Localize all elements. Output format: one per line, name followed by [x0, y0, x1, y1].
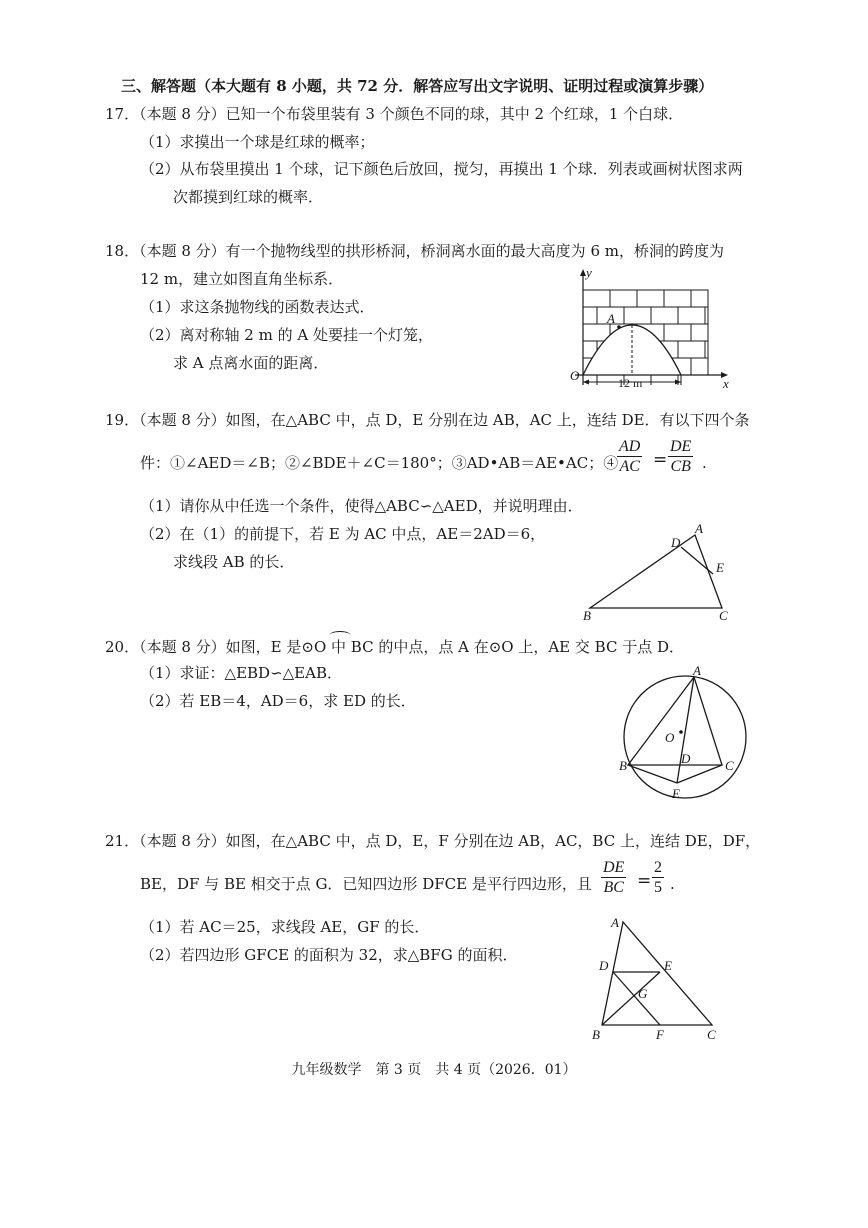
q21-stem-line2: BE，DF 与 BE 相交于点 G．已知四边形 DFCE 是平行四边形，且 [140, 875, 592, 893]
q18-stem-line2: 12 m，建立如图直角坐标系． [140, 270, 344, 288]
q19-equals: = [653, 450, 668, 470]
q19-label-d: D [671, 535, 681, 550]
x-axis-label: x [723, 376, 729, 391]
point-a-label: A [607, 311, 615, 326]
y-axis-label: y [586, 265, 592, 280]
q20-part2: （2）若 EB＝4，AD＝6，求 ED 的长． [140, 692, 416, 710]
q18-part2-line1: （2）离对称轴 2 m 的 A 处要挂一个灯笼， [140, 326, 433, 344]
q20-label-o: O [665, 730, 675, 745]
q19-label-b: B [583, 608, 591, 623]
q21-frac-right-num: 2 [654, 859, 662, 876]
q19-label-e: E [716, 560, 724, 575]
q17-part2-line1: （2）从布袋里摸出 1 个球，记下颜色后放回，搅匀，再摸出 1 个球．列表或画树状图求两 [140, 160, 743, 178]
q20-label-d: D [681, 751, 691, 766]
q19-label-c: C [719, 608, 728, 623]
section-title: 三、解答题（本大题有 8 小题，共 72 分．解答应写出文字说明、证明过程或演算步骤） [121, 77, 714, 95]
q20-stem: 20．（本题 8 分）如图，E 是⊙O 中 BC 的中点，点 A 在⊙O 上，AE 交 BC 于点 D． [105, 638, 684, 656]
q18-bridge-figure [565, 265, 740, 390]
q21-period: . [670, 875, 675, 893]
q19-frac-left-num: AD [619, 438, 641, 455]
q18-part1: （1）求这条抛物线的函数表达式． [140, 298, 375, 316]
q19-frac-right-num: DE [670, 438, 692, 455]
segment-de [681, 547, 713, 574]
q21-label-c: C [707, 1027, 716, 1042]
q21-label-d: D [599, 958, 609, 973]
q19-fraction-right [668, 437, 693, 476]
q20-label-c: C [725, 758, 734, 773]
q21-label-e: E [664, 958, 672, 973]
q19-triangle-figure [580, 520, 740, 625]
segment-df [613, 972, 660, 1025]
q18-part2-line2: 求 A 点离水面的距离． [173, 354, 329, 372]
q21-label-b: B [592, 1027, 600, 1042]
q19-period: . [702, 454, 707, 472]
q19-part2-line2: 求线段 AB 的长． [173, 553, 295, 571]
q21-label-a: A [611, 915, 619, 930]
q20-label-a: A [693, 663, 701, 678]
q21-frac-right-den: 5 [654, 879, 662, 896]
segment-ae [677, 677, 694, 783]
q21-label-g: G [638, 986, 648, 1001]
q21-frac-left-den: BC [603, 879, 624, 896]
q19-frac-right-den: CB [670, 458, 691, 475]
q21-triangle-figure [588, 912, 728, 1047]
q21-part1: （1）若 AC＝25，求线段 AE，GF 的长． [140, 918, 430, 936]
q18-stem-line1: 18．（本题 8 分）有一个抛物线型的拱形桥洞，桥洞离水面的最大高度为 6 m，桥洞的跨度为 [105, 242, 724, 260]
q19-part2-line1: （2）在（1）的前提下，若 E 为 AC 中点，AE＝2AD＝6， [140, 525, 546, 543]
q19-frac-left-den: AC [619, 458, 640, 475]
span-label: 12 m [618, 376, 643, 390]
q19-stem-line2: 件：①∠AED＝∠B；②∠BDE＋∠C＝180°；③AD•AB＝AE•AC；④ [140, 454, 619, 472]
q20-part1: （1）求证：△EBD∽△EAB． [140, 664, 342, 682]
q21-stem-line1: 21．（本题 8 分）如图，在△ABC 中，点 D，E，F 分别在边 AB，AC，BC 上，连结 DE，DF， [105, 832, 761, 850]
q20-label-e: E [672, 786, 680, 801]
q21-frac-left-num: DE [603, 859, 625, 876]
arc-symbol [329, 631, 351, 640]
q21-fraction-right [652, 858, 664, 897]
q19-fraction-left [617, 437, 642, 476]
q19-stem-line1: 19．（本题 8 分）如图，在△ABC 中，点 D，E 分别在边 AB，AC 上，连结 DE．有以下四个条 [105, 411, 750, 429]
q17-part1: （1）求摸出一个球是红球的概率； [140, 133, 375, 151]
q21-label-f: F [656, 1027, 664, 1042]
q20-circle-figure [615, 662, 755, 807]
q21-part2: （2）若四边形 GFCE 的面积为 32，求△BFG 的面积． [140, 946, 518, 964]
q21-equals: = [637, 871, 652, 891]
q17-part2-line2: 次都摸到红球的概率． [173, 188, 324, 206]
page-footer: 九年级数学 第 3 页 共 4 页（2026．01） [291, 1062, 577, 1078]
origin-label: O [570, 368, 580, 383]
q20-label-b: B [619, 758, 627, 773]
q21-fraction-left [601, 858, 626, 897]
q19-part1: （1）请你从中任选一个条件，使得△ABC∽△AED，并说明理由． [140, 497, 583, 515]
q19-label-a: A [695, 521, 703, 536]
q17-stem: 17．（本题 8 分）已知一个布袋里装有 3 个颜色不同的球，其中 2 个红球，1 个白球． [105, 105, 684, 123]
